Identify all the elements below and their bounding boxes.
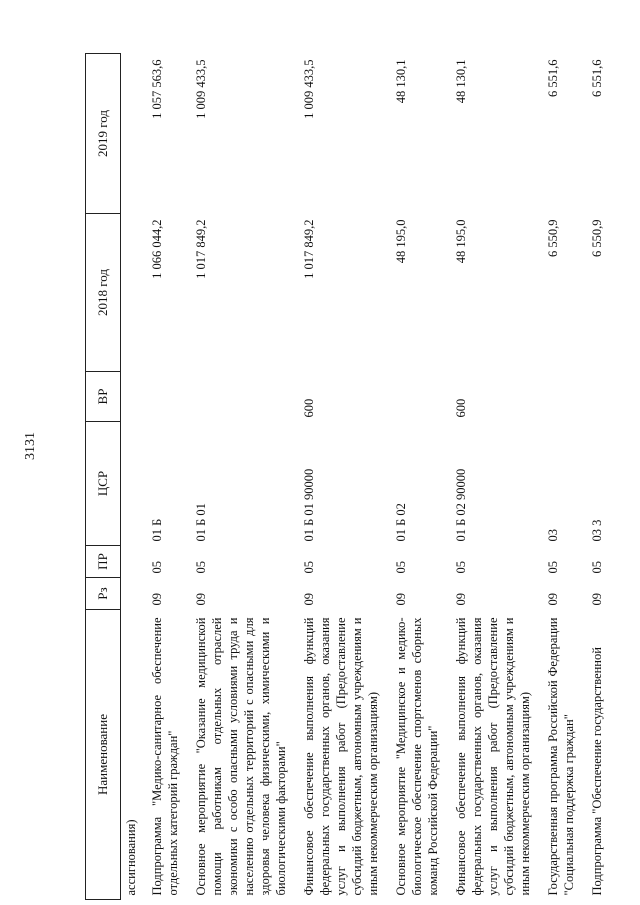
row-2019: 48 130,1 xyxy=(454,59,468,104)
row-2019: 48 130,1 xyxy=(394,59,408,104)
row-vr xyxy=(147,372,191,422)
row-vr xyxy=(543,372,587,422)
row-2019: 6 551,6 xyxy=(546,59,560,97)
rotated-table-container xyxy=(85,0,605,905)
row-vr: 600 xyxy=(454,398,468,418)
row-name: Основное мероприятие "Оказание медицинской помощи работникам отдельных отраслей экономики с особо опасными условиями труда и населению отдельных территорий с опасными для здоровья человека физическими, химическими и биологическими факторами" xyxy=(194,617,288,896)
row-2018: 1 066 044,2 xyxy=(150,219,164,279)
header-pr: ПР xyxy=(86,546,121,578)
table-row xyxy=(587,54,615,900)
table-row xyxy=(451,54,543,900)
table-row xyxy=(391,54,451,900)
row-pr: 05 xyxy=(454,561,468,574)
row-pr: 05 xyxy=(590,561,604,574)
budget-table xyxy=(85,53,615,900)
row-pr: 05 xyxy=(150,561,164,574)
row-csr: 01 Б 01 90000 xyxy=(302,468,316,542)
row-vr xyxy=(391,372,451,422)
row-rz: 09 xyxy=(546,593,560,606)
row-2018: 1 017 849,2 xyxy=(194,219,208,279)
header-rz: Рз xyxy=(86,578,121,610)
row-rz: 09 xyxy=(302,593,316,606)
row-2018: 1 017 849,2 xyxy=(302,219,316,279)
table-row xyxy=(299,54,391,900)
row-2018: 6 550,9 xyxy=(590,219,604,257)
row-2018: 48 195,0 xyxy=(394,219,408,264)
header-csr: ЦСР xyxy=(86,422,121,546)
row-rz: 09 xyxy=(454,593,468,606)
row-name: Финансовое обеспечение выполнения функций федеральных государственных органов, оказания услуг и выполнения работ (Предоставление субсидий бюджетным, автономным учреждениям и иным некоммерческим организациям) xyxy=(454,617,532,896)
row-csr: 03 xyxy=(546,529,560,542)
row-pr: 05 xyxy=(194,561,208,574)
header-vr: ВР xyxy=(86,372,121,422)
row-pr: 05 xyxy=(394,561,408,574)
row-rz: 09 xyxy=(590,593,604,606)
table-row xyxy=(147,54,191,900)
row-name: Финансовое обеспечение выполнения функций федеральных государственных органов, оказания услуг и выполнения работ (Предоставление субсидий бюджетным, автономным учреждениям и иным некоммерческим организациям) xyxy=(302,617,380,896)
row-rz: 09 xyxy=(394,593,408,606)
row-rz: 09 xyxy=(194,593,208,606)
table-header-row xyxy=(86,54,121,900)
row-rz: 09 xyxy=(150,593,164,606)
row-2018: 6 550,9 xyxy=(546,219,560,257)
row-csr: 01 Б 02 xyxy=(394,503,408,542)
row-2019: 1 057 563,6 xyxy=(150,59,164,119)
row-2019: 1 009 433,5 xyxy=(302,59,316,119)
row-2018: 48 195,0 xyxy=(454,219,468,264)
row-name: Подпрограмма "Медико-санитарное обеспечение отдельных категорий граждан" xyxy=(150,617,180,896)
row-csr: 03 3 xyxy=(590,519,604,542)
header-2018: 2018 год xyxy=(86,214,121,372)
table-row xyxy=(543,54,587,900)
row-csr: 01 Б 01 xyxy=(194,503,208,542)
continuation-text: ассигнования) xyxy=(124,819,138,896)
row-pr: 05 xyxy=(546,561,560,574)
row-vr: 600 xyxy=(302,398,316,418)
row-name: Государственная программа Российской Федерации "Социальная поддержка граждан" xyxy=(546,617,576,896)
header-name: Наименование xyxy=(86,610,121,900)
row-csr: 01 Б xyxy=(150,518,164,542)
row-2019: 1 009 433,5 xyxy=(194,59,208,119)
table-row xyxy=(191,54,299,900)
row-pr: 05 xyxy=(302,561,316,574)
row-name: Основное мероприятие "Медицинское и медико-биологическое обеспечение спортсменов сборных команд Российской Федерации" xyxy=(394,617,440,896)
continuation-row xyxy=(121,54,148,900)
row-vr xyxy=(191,372,299,422)
row-name: Подпрограмма "Обеспечение государственной xyxy=(590,647,604,896)
header-2019: 2019 год xyxy=(86,54,121,214)
row-csr: 01 Б 02 90000 xyxy=(454,468,468,542)
row-vr xyxy=(587,372,615,422)
row-2019: 6 551,6 xyxy=(590,59,604,97)
page-number: 3131 xyxy=(23,432,38,460)
